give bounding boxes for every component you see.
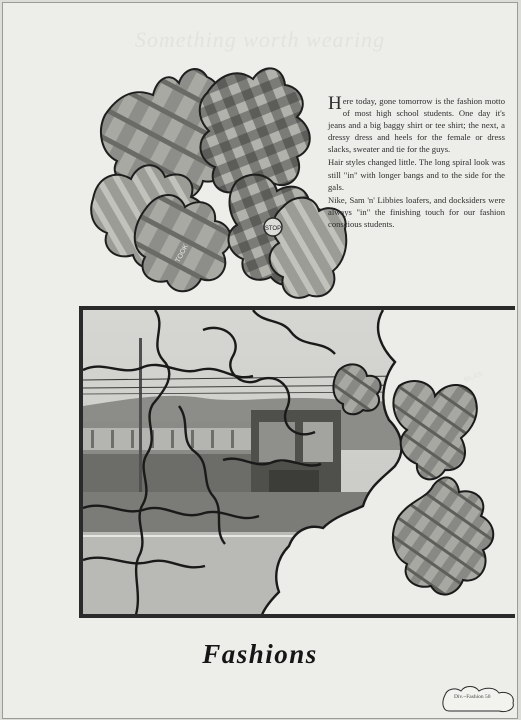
drop-cap: H [328, 93, 342, 114]
puzzle-label: BLAS [463, 370, 484, 384]
body-paragraph: Nike, Sam 'n' Libbies loafers, and docksiders were always "in" the finishing touch for our fashion conscious students. [328, 194, 505, 229]
top-puzzle-collage [87, 57, 349, 305]
body-paragraph: Hair styles changed little. The long spiral look was still "in" with longer bangs and to the side for the gals. [328, 157, 505, 192]
page-title: Fashions [202, 639, 318, 669]
puzzle-piece [393, 381, 476, 479]
body-paragraph-text: ere today, gone tomorrow is the fashion motto of most high school students. One day it's jeans and a big baggy shirt or tee shirt; the next, a dressy dress and heels for the female or dress slacks, sweater and tie for the guys. [328, 96, 505, 155]
yearbook-page [2, 2, 518, 719]
page-folio [441, 685, 517, 713]
school-photo-collage [83, 310, 515, 618]
ghost-heading: Something worth wearing [134, 27, 386, 52]
puzzle-piece [393, 477, 493, 594]
puzzle-label: STOP [264, 226, 282, 232]
page-number: Div.~Fashion 50 [454, 694, 491, 700]
photo-frame [79, 306, 515, 618]
body-paragraph [328, 95, 505, 155]
puzzle-label: TOOK [174, 243, 191, 264]
body-copy [328, 95, 505, 231]
